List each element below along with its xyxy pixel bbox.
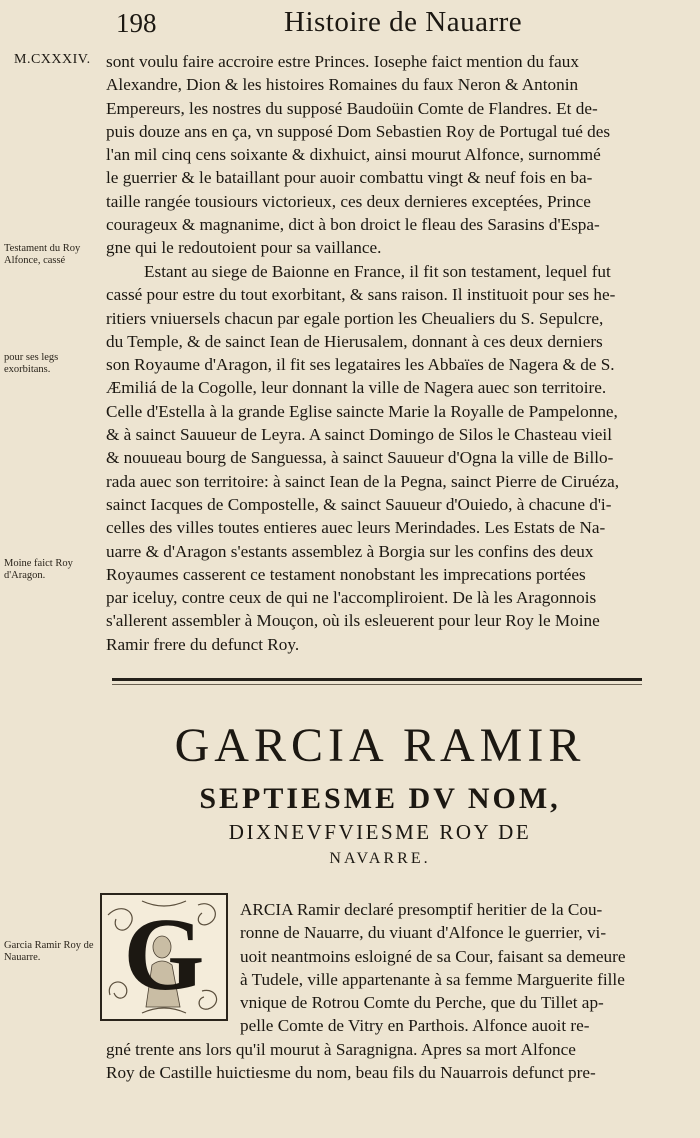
text-line: Ramir frere du defunct Roy. bbox=[106, 634, 300, 654]
section-subtitle: SEPTIESME DV NOM, bbox=[199, 782, 561, 815]
paragraph-1 bbox=[106, 50, 660, 260]
margin-note-testament: Testament du Roy Alfonce, cassé bbox=[4, 243, 81, 266]
paragraph-3 bbox=[106, 898, 660, 1084]
text-line: du Temple, & de sainct Iean de Hierusalem, donnant à ces deux derniers bbox=[106, 331, 603, 351]
text-line: Alexandre, Dion & les histoires Romaines du faux Neron & Antonin bbox=[106, 75, 579, 95]
text-line: Estant au siege de Baionne en France, il fit son testament, lequel fut bbox=[144, 262, 611, 281]
section-divider bbox=[112, 678, 642, 681]
text-line: cassé pour estre du tout exorbitant, & sans raison. Il instituoit pour ses he- bbox=[106, 285, 616, 305]
paragraph-2 bbox=[106, 260, 660, 656]
year-marker: M.CXXXIV. bbox=[14, 52, 91, 67]
text-line: Empereurs, les nostres du supposé Baudoüin Comte de Flandres. Et de- bbox=[106, 98, 598, 118]
margin-note-moine: Moine faict Roy d'Aragon. bbox=[4, 558, 73, 581]
text-line: gne qui le redoutoient pour sa vaillance. bbox=[106, 238, 382, 258]
margin-note-garcia: Garcia Ramir Roy de Nauarre. bbox=[4, 940, 94, 963]
text-line: Celle d'Estella à la grande Eglise saincte Marie la Royalle de Pampelonne, bbox=[106, 401, 618, 421]
text-line: à Tudele, ville appartenante à sa femme Marguerite fille bbox=[240, 969, 625, 989]
text-line: s'allerent assembler à Mouçon, où ils esleuerent pour leur Roy le Moine bbox=[106, 611, 600, 631]
text-line: puis douze ans en ça, vn supposé Dom Sebastien Roy de Portugal tué des bbox=[106, 121, 611, 141]
text-line: vnique de Rotrou Comte du Perche, que du Tillet ap- bbox=[240, 993, 604, 1013]
text-line: ARCIA Ramir declaré presomptif heritier de la Cou- bbox=[240, 900, 603, 919]
text-line: Roy de Castille huictiesme du nom, beau fils du Nauarrois defunct pre- bbox=[106, 1063, 596, 1083]
text-line: l'an mil cinq cens soixante & dixhuict, ainsi mourut Alfonce, surnommé bbox=[106, 145, 601, 165]
text-line: uarre & d'Aragon s'estants assemblez à Borgia sur les confins des deux bbox=[106, 541, 594, 561]
text-line: ronne de Nauarre, du viuant d'Alfonce le guerrier, vi- bbox=[240, 923, 607, 943]
running-head bbox=[100, 2, 660, 46]
margin-note-legs: pour ses legs exorbitans. bbox=[4, 352, 59, 375]
text-line: taille rangée tousiours victorieux, ces deux dernieres exceptées, Prince bbox=[106, 191, 591, 211]
text-line: rada auec son territoire: à sainct Iean de la Pegna, sainct Pierre de Ciruéza, bbox=[106, 471, 619, 491]
text-line: & à sainct Sauueur de Leyra. A sainct Domingo de Silos le Chasteau vieil bbox=[106, 425, 612, 445]
text-line: celles des villes toutes entieres auec leurs Merindades. Les Estats de Na- bbox=[106, 518, 606, 538]
text-line: pelle Comte de Vitry en Parthois. Alfonce auoit re- bbox=[240, 1016, 590, 1036]
text-line: & nouueau bourg de Sanguessa, à sainct Sauueur d'Ogna la ville de Billo- bbox=[106, 448, 614, 468]
section-subtitle-3: NAVARRE. bbox=[329, 850, 431, 867]
text-line: le guerrier & le bataillant pour auoir combattu vingt & neuf fois en ba- bbox=[106, 168, 593, 188]
text-line: son Royaume d'Aragon, il fit ses legataires les Abbaïes de Nagera & de S. bbox=[106, 355, 615, 375]
text-line: gné trente ans lors qu'il mourut à Saragnigna. Apres sa mort Alfonce bbox=[106, 1039, 576, 1059]
section-title: GARCIA RAMIR bbox=[174, 719, 586, 772]
text-line: sont voulu faire accroire estre Princes. Iosephe faict mention du faux bbox=[106, 52, 579, 71]
text-line: ritiers vniuersels chacun par egale portion les Cheualiers du S. Sepulcre, bbox=[106, 308, 604, 328]
section-divider-thin bbox=[112, 684, 642, 685]
text-line: uoit neantmoins esloigné de sa Cour, faisant sa demeure bbox=[240, 946, 626, 966]
running-title: Histoire de Nauarre bbox=[284, 6, 523, 38]
text-line: par iceluy, contre ceux de qui ne l'accompliroient. De là les Aragonnois bbox=[106, 588, 597, 608]
initial-letter: G bbox=[123, 897, 205, 1012]
text-line: courageux & magnanime, dict à bon droict le fleau des Sarasins d'Espa- bbox=[106, 215, 600, 235]
text-line: Royaumes casserent ce testament nonobstant les imprecations portées bbox=[106, 564, 586, 584]
text-line: sainct Iacques de Compostelle, & sainct Sauueur d'Ouiedo, à chacune d'i- bbox=[106, 494, 612, 514]
text-line: Æmiliá de la Cogolle, leur donnant la ville de Nagera auec son territoire. bbox=[106, 378, 607, 398]
section-subtitle-2: DIXNEVFVIESME ROY DE bbox=[228, 820, 532, 844]
page-number: 198 bbox=[116, 8, 157, 38]
